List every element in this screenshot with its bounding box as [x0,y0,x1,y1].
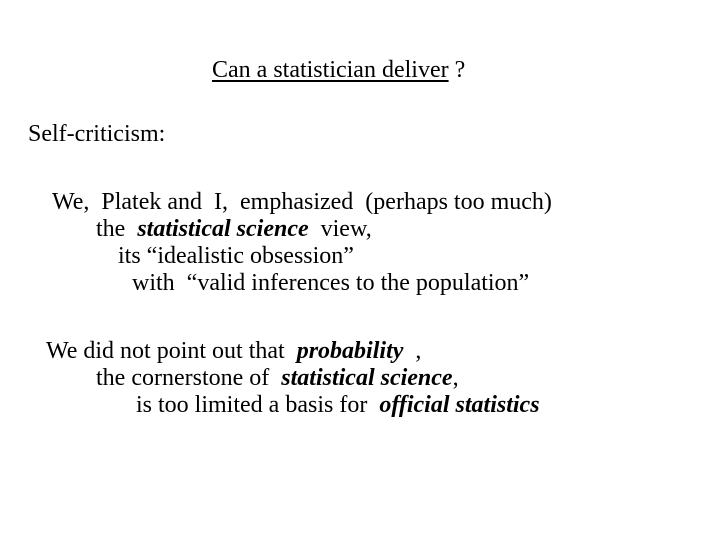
paragraph2-line1-post: , [403,338,422,364]
paragraph1-line2-post: view, [308,216,372,242]
paragraph2-line3 [136,393,540,417]
paragraph2-line2-emphasis: statistical science [281,365,453,391]
paragraph2-line2-pre: the cornerstone of [96,365,282,391]
slide-title-question-mark: ? [448,57,466,83]
paragraph2-line2-post: , [452,365,459,391]
paragraph2-line1 [46,339,421,363]
paragraph1-line4: with “valid inferences to the population” [132,270,530,296]
paragraph2-line1-emphasis: probability [296,338,404,364]
section-heading: Self-criticism: [28,121,166,147]
paragraph1-line2 [96,217,372,241]
paragraph2-line3-emphasis: official statistics [379,392,540,418]
paragraph1-line2-pre: the [96,216,138,242]
paragraph2-line3-pre: is too limited a basis for [136,392,380,418]
slide-title-text: Can a statistician deliver [212,57,449,83]
paragraph1-line1: We, Platek and I, emphasized (perhaps too much) [52,189,552,215]
paragraph1-line2-emphasis: statistical science [137,216,309,242]
paragraph2-line2 [96,366,459,390]
paragraph2-line1-pre: We did not point out that [46,338,297,364]
paragraph1-line3: its “idealistic obsession” [118,243,354,269]
slide-title [188,34,465,106]
